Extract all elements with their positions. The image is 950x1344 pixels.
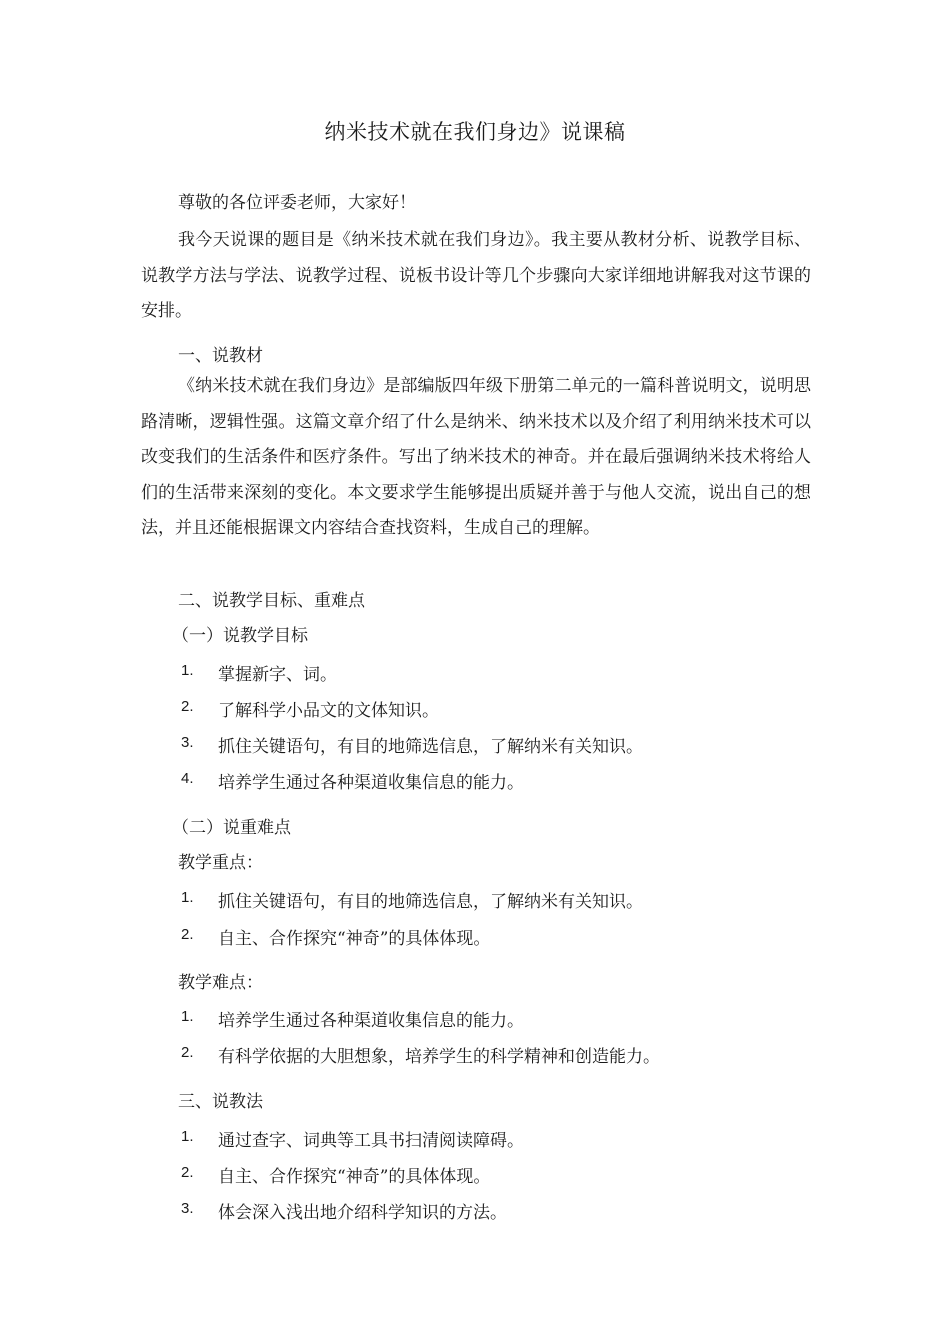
list-text: 培养学生通过各种渠道收集信息的能力。: [218, 1011, 524, 1031]
section-1-body: 《纳米技术就在我们身边》是部编版四年级下册第二单元的一篇科普说明文，说明思路清晰，逻辑性强。这篇文章介绍了什么是纳米、纳米技术以及介绍了利用纳米技术可以改变我们的生活条件和医疗条件。写出了纳米技术的神奇。并在最后强调纳米技术将给人们的生活带来深刻的变化。本文要求学生能够提出质疑并善于与他人交流，说出自己的想法，并且还能根据课文内容结合查找资料，生成自己的理解。: [141, 376, 811, 538]
section-2-heading: 二、说教学目标、重难点: [178, 591, 365, 611]
list-number: 3.: [181, 734, 194, 751]
list-number: 3.: [181, 1200, 194, 1217]
section-3-heading: 三、说教法: [178, 1092, 263, 1112]
difficult-points-heading: 教学难点：: [178, 973, 263, 993]
list-text: 培养学生通过各种渠道收集信息的能力。: [218, 773, 524, 793]
list-number: 2.: [181, 698, 194, 715]
list-text: 自主、合作探究“神奇”的具体体现。: [218, 929, 491, 949]
list-number: 4.: [181, 770, 194, 787]
key-points-section-heading: （二）说重难点: [172, 818, 291, 838]
list-number: 1.: [181, 1008, 194, 1025]
list-number: 1.: [181, 662, 194, 679]
list-text: 抓住关键语句，有目的地筛选信息，了解纳米有关知识。: [218, 737, 643, 757]
list-text: 抓住关键语句，有目的地筛选信息，了解纳米有关知识。: [218, 892, 643, 912]
list-text: 体会深入浅出地介绍科学知识的方法。: [218, 1203, 507, 1223]
list-text: 自主、合作探究“神奇”的具体体现。: [218, 1167, 491, 1187]
objectives-heading: （一）说教学目标: [172, 626, 308, 646]
document-title: 纳米技术就在我们身边》说课稿: [324, 120, 626, 144]
list-number: 1.: [181, 1128, 194, 1145]
list-text: 有科学依据的大胆想象，培养学生的科学精神和创造能力。: [218, 1047, 660, 1067]
intro-paragraph: 我今天说课的题目是《纳米技术就在我们身边》。我主要从教材分析、说教学目标、说教学方法与学法、说教学过程、说板书设计等几个步骤向大家详细地讲解我对这节课的安排。: [141, 230, 811, 321]
list-number: 2.: [181, 1164, 194, 1181]
key-points-heading: 教学重点：: [178, 853, 263, 873]
list-text: 通过查字、词典等工具书扫清阅读障碍。: [218, 1131, 524, 1151]
list-number: 2.: [181, 926, 194, 943]
list-text: 掌握新字、词。: [218, 665, 337, 685]
greeting: 尊敬的各位评委老师，大家好！: [178, 193, 416, 213]
list-number: 2.: [181, 1044, 194, 1061]
list-number: 1.: [181, 889, 194, 906]
section-1-heading: 一、说教材: [178, 346, 263, 366]
list-text: 了解科学小品文的文体知识。: [218, 701, 439, 721]
